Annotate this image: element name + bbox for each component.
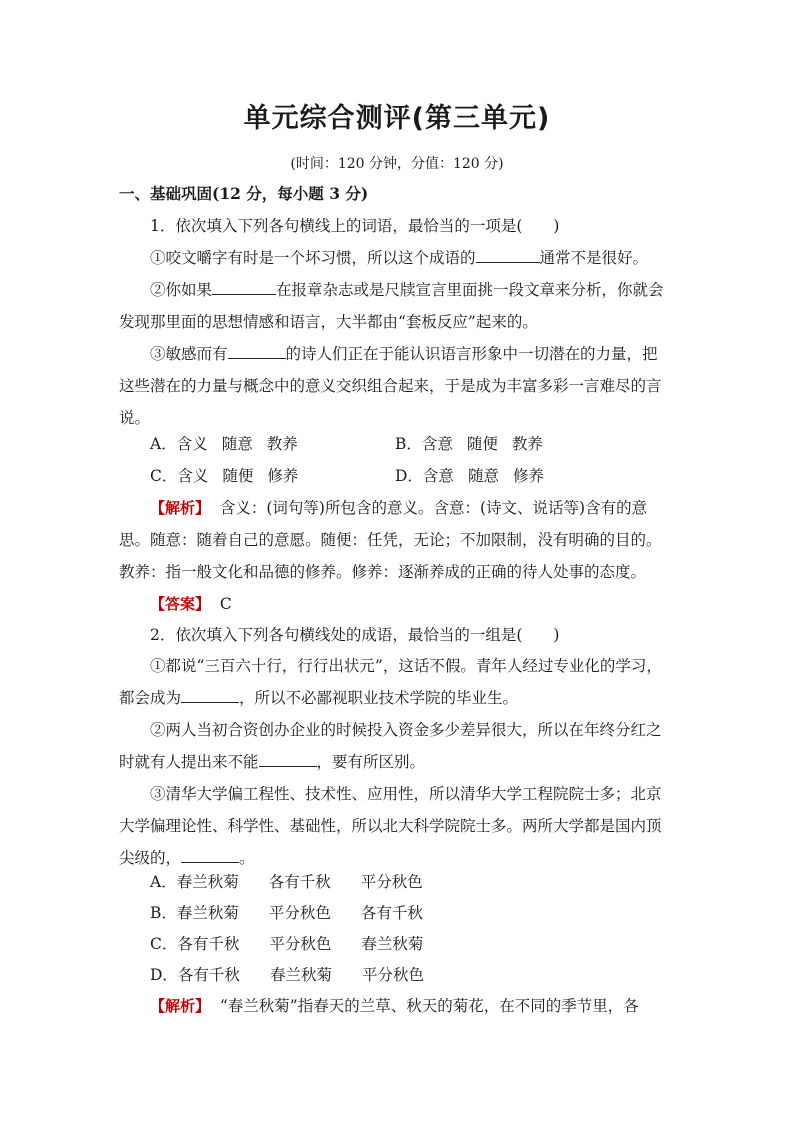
option-text: A．含义 [150, 435, 208, 453]
option-text: 随意 [221, 435, 253, 453]
text: 尖级的， [119, 849, 182, 867]
option-text: 春兰秋菊 [361, 935, 424, 953]
option-text: 教养 [511, 435, 543, 453]
option-text: D．各有千秋 [150, 966, 240, 984]
exam-info: (时间：120 分钟，分值：120 分) [290, 156, 504, 172]
q1-sentence-2-cont: 发现那里面的思想情感和语言，大半都由“套板反应”起来的。 [119, 313, 538, 331]
text: ②你如果 [150, 281, 213, 299]
analysis-text: “春兰秋菊”指春天的兰草、秋天的菊花，在不同的季节里，各 [219, 997, 639, 1015]
q1-sentence-3 [150, 344, 710, 364]
text: ①咬文嚼字有时是一个坏习惯，所以这个成语的 [150, 249, 476, 267]
option-text: 各有千秋 [360, 904, 423, 922]
page-title: 单元综合测评(第三单元) [243, 103, 551, 134]
q2-sentence-2: ②两人当初合资创办企业的时候投入资金多少差异很大，所以在年终分红之 [150, 721, 662, 739]
section-heading: 一、基础巩固(12 分，每小题 3 分) [119, 184, 369, 203]
q1-analysis [150, 498, 710, 518]
text: 通常不是很好。 [539, 249, 649, 267]
text: 都会成为 [119, 689, 182, 707]
option-text: 平分秋色 [269, 935, 332, 953]
text: 时就有人提出来不能 [119, 753, 259, 771]
option-text: C．各有千秋 [150, 935, 240, 953]
q1-option-b [395, 434, 543, 454]
q2-option-b [150, 903, 423, 923]
q1-option-a [150, 434, 298, 454]
q1-sentence-3-end: 说。 [119, 409, 151, 427]
option-text: 随便 [222, 467, 254, 485]
q1-option-c [150, 466, 298, 486]
text: ，所以不必鄙视职业技术学院的毕业生。 [239, 689, 519, 707]
q2-sentence-2-cont [119, 752, 679, 772]
text: ③敏感而有 [150, 345, 228, 363]
answer-tag: 【答案】 [150, 595, 211, 613]
q1-sentence-2 [150, 280, 710, 300]
option-text: 修养 [512, 467, 544, 485]
q2-sentence-1-cont [119, 688, 679, 708]
option-text: A．春兰秋菊 [150, 873, 239, 891]
q2-option-c [150, 934, 423, 954]
option-text: C．含义 [150, 467, 209, 485]
option-text: 教养 [266, 435, 298, 453]
option-text: B．春兰秋菊 [150, 904, 239, 922]
option-text: 平分秋色 [361, 966, 424, 984]
blank-line [259, 752, 317, 767]
analysis-tag: 【解析】 [150, 499, 211, 517]
q1-sentence-1 [150, 248, 710, 268]
option-text: 随便 [466, 435, 498, 453]
q1-option-d [395, 466, 544, 486]
q1-sentence-3-cont: 这些潜在的力量与概念中的意义交织组合起来，于是成为丰富多彩一言难尽的言 [119, 377, 662, 395]
q2-sentence-1: ①都说“三百六十行，行行出状元”，这话不假。青年人经过专业化的学习， [150, 657, 662, 675]
answer-text: C [219, 595, 232, 613]
text: 的诗人们正在于能认识语言形象中一切潜在的力量，把 [285, 345, 658, 363]
q2-analysis [150, 996, 710, 1016]
q1-stem: 1．依次填入下列各句横线上的词语，最恰当的一项是( ) [150, 217, 560, 235]
blank-line [181, 688, 239, 703]
option-text: B．含意 [395, 435, 453, 453]
q2-stem: 2．依次填入下列各句横线处的成语，最恰当的一组是( ) [150, 626, 560, 644]
option-text: 平分秋色 [360, 873, 423, 891]
option-text: 各有千秋 [268, 873, 331, 891]
blank-line [476, 248, 540, 263]
option-text: D．含意 [395, 467, 454, 485]
blank-line [181, 848, 239, 863]
text: ，要有所区别。 [316, 753, 426, 771]
option-text: 修养 [267, 467, 299, 485]
q2-option-d [150, 965, 424, 985]
q1-analysis-cont: 思。随意：随着自己的意愿。随便：任凭，无论；不加限制，没有明确的目的。 [119, 531, 662, 549]
text: 在报章杂志或是尺牍宣言里面挑一段文章来分析，你就会 [276, 281, 664, 299]
blank-line [212, 280, 276, 295]
option-text: 春兰秋菊 [269, 966, 332, 984]
option-text: 随意 [467, 467, 499, 485]
text: 。 [239, 849, 255, 867]
q1-analysis-cont: 教养：指一般文化和品德的修养。修养：逐渐养成的正确的待人处事的态度。 [119, 563, 647, 581]
q1-answer [150, 594, 710, 614]
q2-sentence-3: ③清华大学偏工程性、技术性、应用性，所以清华大学工程院院士多；北京 [150, 785, 662, 803]
analysis-text: 含义：(词句等)所包含的意义。含意：(诗文、说话等)含有的意 [219, 499, 648, 517]
analysis-tag: 【解析】 [150, 997, 211, 1015]
q2-sentence-3-cont: 大学偏理论性、科学性、基础性，所以北大科学院院士多。两所大学都是国内顶 [119, 817, 662, 835]
q2-sentence-3-end [119, 848, 679, 868]
option-text: 平分秋色 [268, 904, 331, 922]
blank-line [228, 344, 286, 359]
q2-option-a [150, 872, 423, 892]
